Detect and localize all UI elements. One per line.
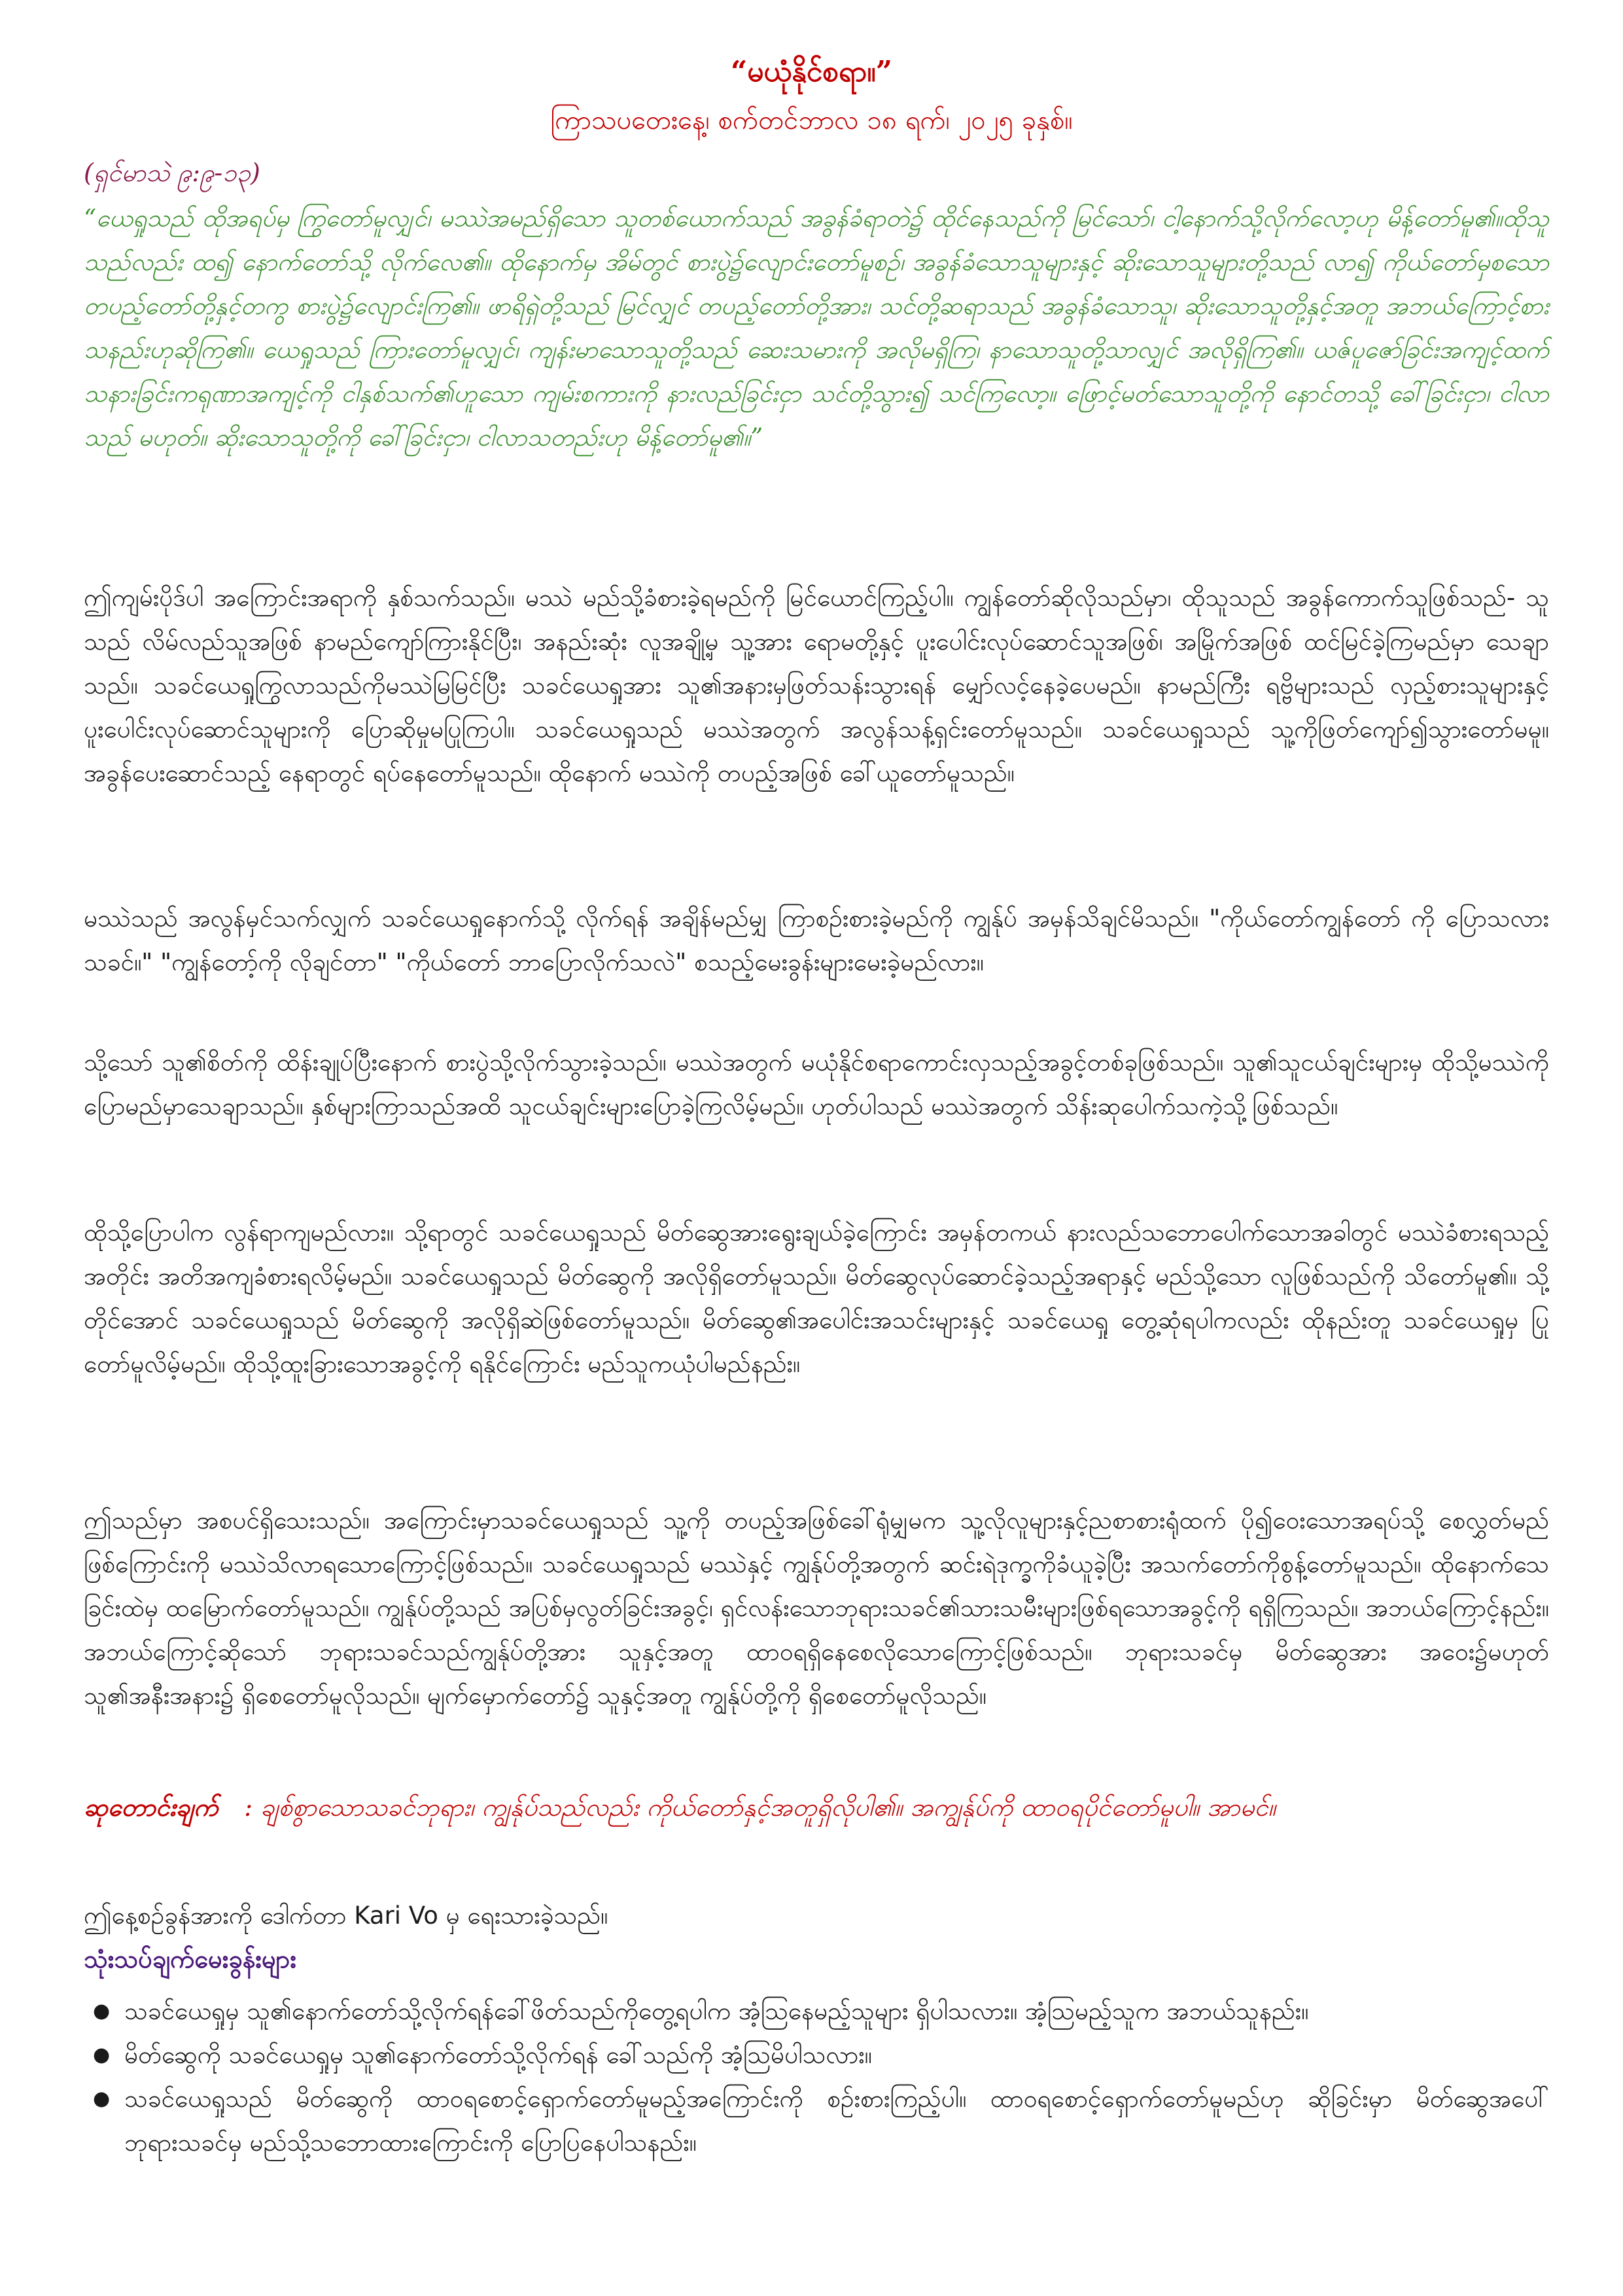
bullet-icon: ● — [93, 2043, 111, 2066]
body-paragraph: ဤကျမ်းပိုဒ်ပါ အကြောင်းအရာကို နှစ်သက်သည်။ မဿဲ မည်သို့ခံစားခဲ့ရမည်ကို မြင်ယောင်ကြည့်ပါ။ ကျွန်တော်ဆိုလိုသည်မှာ၊ ထိုသူသည် အခွန်ကောက်သူဖြစ်သည်- သူသည် လိမ်လည်သူအဖြစ် နာမည်ကျော်ကြားနိုင်ပြီး၊ အနည်းဆုံး လူအချို့မှ သူ့အား ရောမတို့နှင့် ပူးပေါင်းလုပ်ဆောင်သူအဖြစ်၊ အမြိုက်အဖြစ် ထင်မြင်ခဲ့ကြမည်မှာ သေချာသည်။ သခင်ယေရှုကြွလာသည်ကိုမဿဲမြမြင်ပြီး သခင်ယေရှုအား သူ၏အနားမှဖြတ်သန်းသွားရန် မျှော်လင့်နေခဲ့ပေမည်။ နာမည်ကြီး ရဗ္ဗိများသည် လှည့်စားသူများနှင့် ပူးပေါင်းလုပ်ဆောင်သူများကို ပြောဆိုမှုမပြုကြပါ။ သခင်ယေရှုသည် မဿဲအတွက် အလွန်သန့်ရှင်းတော်မူသည်။ သခင်ယေရှုသည် သူ့ကိုဖြတ်ကျော်၍သွားတော်မမူ။ အခွန်ပေးဆောင်သည့် နေရာတွင် ရပ်နေတော်မူသည်။ ထိုနောက် မဿဲကို တပည့်အဖြစ် ခေါ်ယူတော်မူသည်။ — [84, 584, 1549, 787]
author-note: ဤနေ့စဉ်ခွန်အားကို ဒေါက်တာ Kari Vo မှ ရေးသားခဲ့သည်။ — [84, 1901, 608, 1930]
question-text: သခင်ယေရှုသည် မိတ်ဆွေကို ထာဝရစောင့်ရှောက်တော်မူမည့်အကြောင်းကို စဉ်းစားကြည့်ပါ။ ထာဝရစောင့်ရှောက်တော်မူမည်ဟု ဆိုခြင်းမှာ မိတ်ဆွေအပေါ် ဘုရားသခင်မှ မည်သို့သဘောထားကြောင်းကို ပြောပြနေပါသနည်း။ — [124, 2085, 1549, 2157]
questions-heading: သုံးသပ်ချက်မေးခွန်းများ — [84, 1945, 297, 1973]
scripture-text: “ယေရှုသည် ထိုအရပ်မှ ကြွတော်မူလျှင်၊ မဿဲအမည်ရှိသော သူတစ်ယောက်သည် အခွန်ခံရာတဲ၌ ထိုင်နေသည်ကို မြင်သော်၊ ငါ့နောက်သို့လိုက်လော့ဟု မိန့်တော်မူ၏။ထိုသူသည်လည်း ထ၍ နောက်တော်သို့ လိုက်လေ၏။ ထိုနောက်မှ အိမ်တွင် စားပွဲ၌လျောင်းတော်မူစဉ်၊ အခွန်ခံသောသူများနှင့် ဆိုးသောသူများတို့သည် လာ၍ ကိုယ်တော်မှစသော တပည့်တော်တို့နှင့်တကွ စားပွဲ၌လျောင်းကြ၏။ ဖာရိရှဲတို့သည် မြင်လျှင် တပည့်တော်တို့အား၊ သင်တို့ဆရာသည် အခွန်ခံသောသူ၊ ဆိုးသောသူတို့နှင့်အတူ အဘယ်ကြောင့်စားသနည်းဟုဆိုကြ၏။ ယေရှုသည် ကြားတော်မူလျှင်၊ ကျန်းမာသောသူတို့သည် ဆေးသမားကို အလိုမရှိကြ၊ နာသောသူတို့သာလျှင် အလိုရှိကြ၏။ ယဇ်ပူဇော်ခြင်းအကျင့်ထက် သနားခြင်းကရုဏာအကျင့်ကို ငါနှစ်သက်၏ဟူသော ကျမ်းစကားကို နားလည်ခြင်းငှာ သင်တို့သွား၍ သင်ကြလော့။ ဖြောင့်မတ်သောသူတို့ကို နောင်တသို့ ခေါ်ခြင်းငှာ၊ ငါလာသည် မဟုတ်။ ဆိုးသောသူတို့ကို ခေါ်ခြင်းငှာ၊ ငါလာသတည်းဟု မိန့်တော်မူ၏။” — [84, 204, 1549, 451]
list-item — [84, 2033, 1549, 2077]
question-text: မိတ်ဆွေကို သခင်ယေရှုမှ သူ၏နောက်တော်သို့လိုက်ရန် ခေါ်သည်ကို အံ့ဩမိပါသလား။ — [124, 2041, 872, 2069]
body-paragraph: သို့သော် သူ၏စိတ်ကို ထိန်းချုပ်ပြီးနောက် စားပွဲသို့လိုက်သွားခဲ့သည်။ မဿဲအတွက် မယုံနိုင်စရာကောင်းလှသည့်အခွင့်တစ်ခုဖြစ်သည်။ သူ၏သူငယ်ချင်းများမှ ထိုသို့မဿဲကိုပြောမည်မှာသေချာသည်။ နှစ်များကြာသည်အထိ သူငယ်ချင်းများပြောခဲ့ကြလိမ့်မည်။ ဟုတ်ပါသည် မဿဲအတွက် သိန်းဆုပေါက်သကဲ့သို့ဖြစ်သည်။ — [84, 1048, 1549, 1120]
prayer-text: : ချစ်စွာသောသခင်ဘုရား၊ ကျွန်ုပ်သည်လည်း ကိုယ်တော်နှင့်အတူရှိလိုပါ၏။ အကျွန်ုပ်ကို ထာဝရပိုင်တော်မူပါ။ အာမင်။ — [244, 1793, 1276, 1822]
bullet-icon: ● — [93, 2087, 111, 2110]
questions-list — [84, 1989, 1549, 2164]
body-paragraph: မဿဲသည် အလွန်မှင်သက်လျှက် သခင်ယေရှုနောက်သို့ လိုက်ရန် အချိန်မည်မျှ ကြာစဉ်းစားခဲ့မည်ကို ကျွန်ုပ် အမှန်သိချင်မိသည်။ "ကိုယ်တော်ကျွန်တော် ကို ပြောသလားသခင်။" "ကျွန်တော့်ကို လိုချင်တာ" "ကိုယ်တော် ဘာပြောလိုက်သလဲ" စသည့်မေးခွန်းများမေးခဲ့မည်လား။ — [84, 904, 1549, 976]
list-item — [84, 1989, 1549, 2033]
list-item — [84, 2077, 1549, 2164]
question-text: သခင်ယေရှုမှ သူ၏နောက်တော်သို့လိုက်ရန်ခေါ်ဖိတ်သည်ကိုတွေ့ရပါက အံ့ဩနေမည့်သူများ ရှိပါသလား။ အံ့ဩမည့်သူက အဘယ်သူနည်း။ — [124, 1997, 1309, 2025]
prayer — [84, 1792, 1549, 1828]
bullet-icon: ● — [93, 2000, 111, 2022]
page-title: “မယုံနိုင်စရာ။” — [730, 55, 893, 88]
body-paragraph: ထိုသို့ပြောပါက လွန်ရာကျမည်လား။ သို့ရာတွင် သခင်ယေရှုသည် မိတ်ဆွေအားရွေးချယ်ခဲ့ကြောင်း အမှန်တကယ် နားလည်သဘောပေါက်သောအခါတွင် မဿဲခံစားရသည့်အတိုင်း အတိအကျခံစားရလိမ့်မည်။ သခင်ယေရှုသည် မိတ်ဆွေကို အလိုရှိတော်မူသည်။ မိတ်ဆွေလုပ်ဆောင်ခဲ့သည့်အရာနှင့် မည်သို့သော လူဖြစ်သည်ကို သိတော်မူ၏။ သို့တိုင်အောင် သခင်ယေရှုသည် မိတ်ဆွေကို အလိုရှိဆဲဖြစ်တော်မူသည်။ မိတ်ဆွေ၏အပေါင်းအသင်းများနှင့် သခင်ယေရှု တွေ့ဆုံရပါကလည်း ထိုနည်းတူ သခင်ယေရှုမှ ပြုတော်မူလိမ့်မည်။ ထိုသို့ထူးခြားသောအခွင့်ကို ရနိုင်ကြောင်း မည်သူကယုံပါမည်နည်း။ — [84, 1218, 1549, 1378]
date-subtitle: ကြာသပတေးနေ့၊ စက်တင်ဘာလ ၁၈ ရက်၊ ၂၀၂၅ ခုနှစ်။ — [550, 105, 1073, 135]
scripture-reference: (ရှင်မာသဲ ၉:၉-၁၃) — [84, 158, 260, 187]
prayer-label: ဆုတောင်းချက် — [84, 1792, 218, 1822]
body-paragraph: ဤသည်မှာ အစပင်ရှိသေးသည်။ အကြောင်းမှာသခင်ယေရှုသည် သူ့ကို တပည့်အဖြစ်ခေါ်ရုံမျှမက သူ့လိုလူများနှင့်ညစာစားရုံထက် ပို၍ဝေးသောအရပ်သို့ စေလွှတ်မည်ဖြစ်ကြောင်းကို မဿဲသိလာရသောကြောင့်ဖြစ်သည်။ သခင်ယေရှုသည် မဿဲနှင့် ကျွန်ုပ်တို့အတွက် ဆင်းရဲဒုက္ခကိုခံယူခဲ့ပြီး အသက်တော်ကိုစွန့်တော်မူသည်။ ထိုနောက်သေခြင်းထဲမှ ထမြောက်တော်မူသည်။ ကျွန်ုပ်တို့သည် အပြစ်မှလွတ်ခြင်းအခွင့်၊ ရှင်လန်းသောဘုရားသခင်၏သားသမီးများဖြစ်ရသောအခွင့်ကို ရရှိကြသည်။ အဘယ်ကြောင့်နည်း။ အဘယ်ကြောင့်ဆိုသော် ဘုရားသခင်သည်ကျွန်ုပ်တို့အား သူနှင့်အတူ ထာဝရရှိနေစေလိုသောကြောင့်ဖြစ်သည်။ ဘုရားသခင်မှ မိတ်ဆွေအား အဝေး၌မဟုတ် သူ၏အနီးအနား၌ ရှိစေတော်မူလိုသည်။ မျက်မှောက်တော်၌ သူနှင့်အတူ ကျွန်ုပ်တို့ကို ရှိစေတော်မူလိုသည်။ — [84, 1506, 1549, 1710]
